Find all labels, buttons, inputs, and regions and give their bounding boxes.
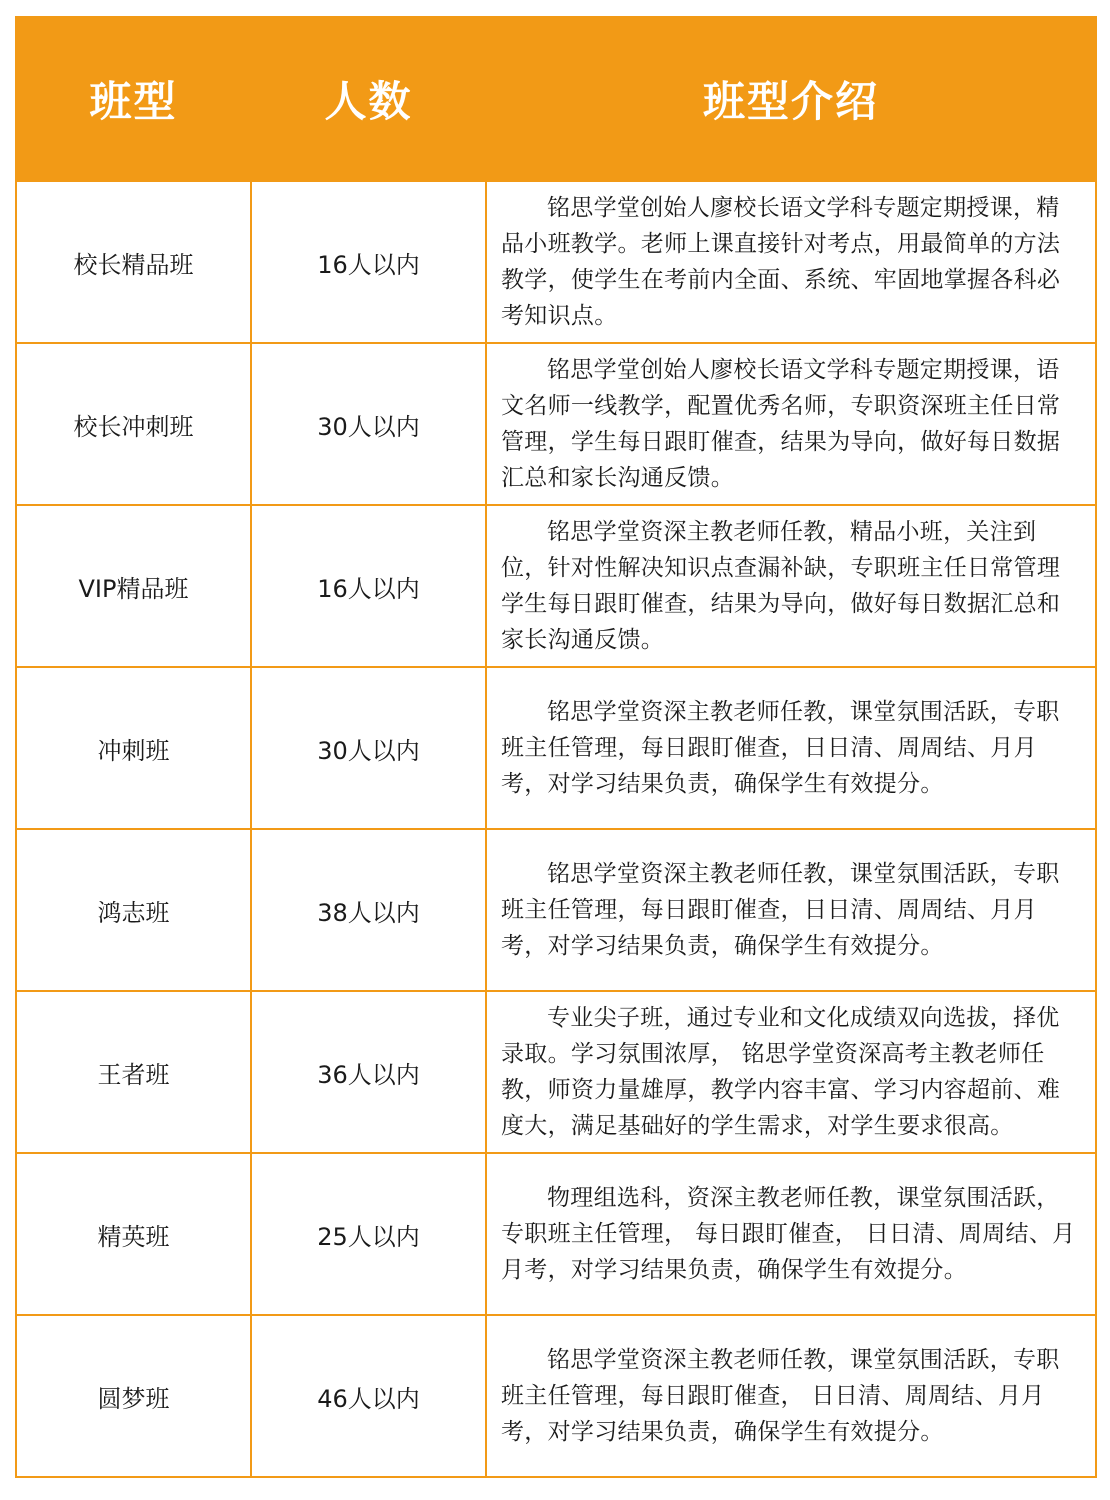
table-header-row <box>16 17 1096 181</box>
intro-text: 铭思学堂资深主教老师任教，精品小班，关注到位，针对性解决知识点查漏补缺，专职班主任日常管理学生每日跟盯催查，结果为导向，做好每日数据汇总和家长沟通反馈。 <box>501 519 1061 653</box>
header-class-type: 班型 <box>16 17 251 181</box>
intro-text: 铭思学堂创始人廖校长语文学科专题定期授课，精品小班教学。老师上课直接针对考点，用最简单的方法教学，使学生在考前内全面、系统、牢固地掌握各科必考知识点。 <box>501 195 1061 329</box>
cell-class-name: 圆梦班 <box>16 1315 251 1477</box>
cell-student-count: 16人以内 <box>251 505 486 667</box>
table-row <box>16 1153 1096 1315</box>
header-student-count: 人数 <box>251 17 486 181</box>
intro-text: 物理组选科，资深主教老师任教，课堂氛围活跃，专职班主任管理， 每日跟盯催查， 日日清、周周结、月月考，对学习结果负责，确保学生有效提分。 <box>501 1185 1076 1283</box>
cell-class-name: 精英班 <box>16 1153 251 1315</box>
cell-class-name: 冲刺班 <box>16 667 251 829</box>
cell-class-name: VIP精品班 <box>16 505 251 667</box>
cell-class-name: 校长精品班 <box>16 181 251 343</box>
cell-student-count: 36人以内 <box>251 991 486 1153</box>
table-row <box>16 343 1096 505</box>
table-row <box>16 991 1096 1153</box>
cell-class-intro <box>486 829 1096 991</box>
table-row <box>16 667 1096 829</box>
intro-text: 铭思学堂资深主教老师任教，课堂氛围活跃，专职班主任管理，每日跟盯催查， 日日清、周周结、月月考，对学习结果负责，确保学生有效提分。 <box>501 1347 1060 1445</box>
header-class-intro: 班型介绍 <box>486 17 1096 181</box>
cell-class-intro <box>486 505 1096 667</box>
cell-student-count: 30人以内 <box>251 667 486 829</box>
cell-student-count: 25人以内 <box>251 1153 486 1315</box>
intro-text: 铭思学堂资深主教老师任教，课堂氛围活跃，专职班主任管理，每日跟盯催查，日日清、周周结、月月考，对学习结果负责，确保学生有效提分。 <box>501 699 1060 797</box>
cell-class-name: 王者班 <box>16 991 251 1153</box>
table-row <box>16 829 1096 991</box>
intro-text: 专业尖子班，通过专业和文化成绩双向选拔，择优录取。学习氛围浓厚， 铭思学堂资深高考主教老师任教，师资力量雄厚，教学内容丰富、学习内容超前、难度大，满足基础好的学生需求，对学生要求很高。 <box>501 1005 1061 1139</box>
table-row <box>16 505 1096 667</box>
cell-class-intro <box>486 1153 1096 1315</box>
class-table-container <box>15 16 1095 1478</box>
cell-class-intro <box>486 1315 1096 1477</box>
cell-class-name: 鸿志班 <box>16 829 251 991</box>
cell-class-intro <box>486 991 1096 1153</box>
cell-student-count: 46人以内 <box>251 1315 486 1477</box>
cell-class-name: 校长冲刺班 <box>16 343 251 505</box>
cell-student-count: 30人以内 <box>251 343 486 505</box>
cell-class-intro <box>486 667 1096 829</box>
cell-student-count: 16人以内 <box>251 181 486 343</box>
intro-text: 铭思学堂创始人廖校长语文学科专题定期授课，语文名师一线教学，配置优秀名师，专职资深班主任日常管理，学生每日跟盯催查，结果为导向，做好每日数据汇总和家长沟通反馈。 <box>501 357 1061 491</box>
cell-class-intro <box>486 181 1096 343</box>
table-row <box>16 1315 1096 1477</box>
intro-text: 铭思学堂资深主教老师任教，课堂氛围活跃，专职班主任管理，每日跟盯催查，日日清、周周结、月月考，对学习结果负责，确保学生有效提分。 <box>501 861 1060 959</box>
class-table <box>15 16 1097 1478</box>
cell-class-intro <box>486 343 1096 505</box>
table-row <box>16 181 1096 343</box>
cell-student-count: 38人以内 <box>251 829 486 991</box>
